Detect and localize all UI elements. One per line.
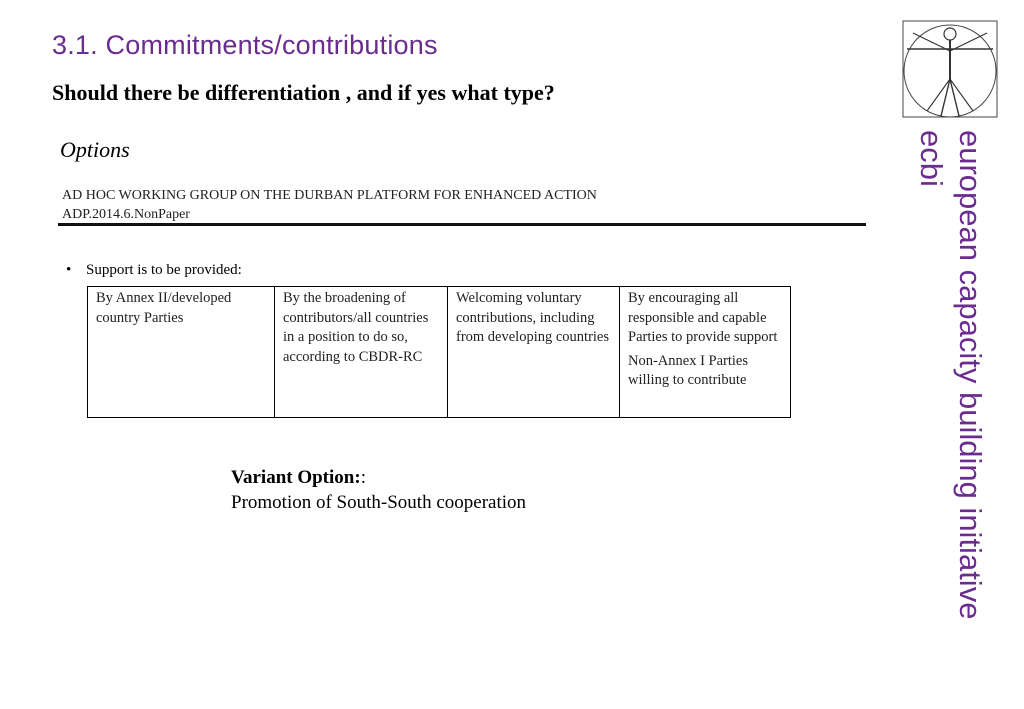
document-header [62,186,597,224]
table-cell-broadening: By the broadening of contributors/all countries in a position to do so, according to CBDR-RC [275,287,448,418]
variant-label: Variant Option: [231,467,361,488]
options-label: Options [60,137,130,162]
brand-acronym: ecbi [914,130,949,187]
variant-text: Promotion of South-South cooperation [231,492,527,513]
document-header-line1: AD HOC WORKING GROUP ON THE DURBAN PLATFORM FOR ENHANCED ACTION [62,188,597,203]
bullet-icon: • [66,262,72,278]
slide-subtitle: Should there be differentiation , and if yes what type? [52,80,555,105]
variant-colon: : [360,467,366,488]
support-table [87,286,791,418]
bullet-text: Support is to be provided: [86,262,242,278]
brand-text [912,130,990,619]
table-row [88,287,791,418]
document-header-line2: ADP.2014.6.NonPaper [62,207,190,222]
table-cell-encouraging-text: By encouraging all responsible and capable Parties to provide support [628,290,778,345]
table-cell-annex2: By Annex II/developed country Parties [88,287,275,418]
brand-name: european capacity building initiative [953,130,988,620]
table-cell-encouraging [620,287,791,418]
header-rule [58,223,866,226]
slide-title: 3.1. Commitments/contributions [52,30,438,60]
vitruvian-man-icon [899,19,1001,120]
table-cell-non-annex-text: Non-Annex I Parties willing to contribute [628,352,749,388]
table-cell-voluntary: Welcoming voluntary contributions, including from developing countries [448,287,620,418]
variant-option [231,465,526,515]
